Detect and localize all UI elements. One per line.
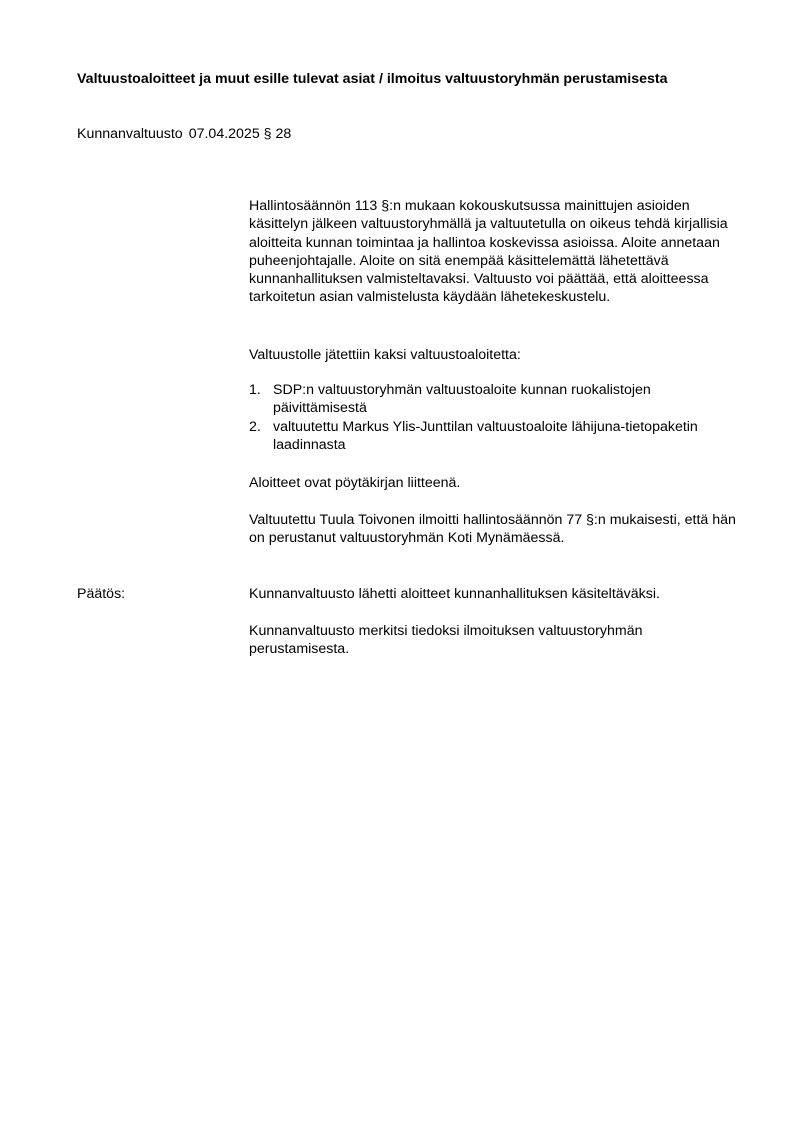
group-notice-paragraph: Valtuutettu Tuula Toivonen ilmoitti hallintosäännön 77 §:n mukaisesti, että hän on perustanut valtuustoryhmän Koti Mynämäessä.: [249, 512, 736, 547]
document-title: Valtuustoaloitteet ja muut esille tulevat asiat / ilmoitus valtuustoryhmän perustamisesta: [77, 71, 668, 87]
list-item-number: 1.: [249, 382, 261, 398]
list-item-number: 2.: [249, 418, 261, 435]
list-item: [249, 381, 719, 418]
decision-text-1: Kunnanvaltuusto lähetti aloitteet kunnanhallituksen käsiteltäväksi.: [249, 586, 660, 602]
list-item-text: SDP:n valtuustoryhmän valtuustoaloite kunnan ruokalistojen päivittämisestä: [273, 382, 651, 417]
intro-paragraph: Hallintosäännön 113 §:n mukaan kokouskutsussa mainittujen asioiden käsittelyn jälkeen valtuustoryhmällä ja valtuutetulla on oikeus tehdä kirjallisia aloitteita kunnan toimintaa ja hallintoa koskevissa asioissa. Aloite annetaan puheenjohtajalle. Aloite on sitä enempää käsittelemättä lähetettävä kunnanhallituksen valmisteltavaksi. Valtuusto voi päättää, että aloitteessa tarkoitetun asian valmistelusta käydään lähetekeskustelu.: [249, 198, 728, 306]
decision-text-2: Kunnanvaltuusto merkitsi tiedoksi ilmoituksen valtuustoryhmän perustamisesta.: [249, 623, 643, 658]
submitted-paragraph: Valtuustolle jätettiin kaksi valtuustoaloitetta:: [249, 347, 521, 363]
list-item: [249, 418, 719, 455]
meeting-info: [77, 125, 291, 143]
meeting-reference: 07.04.2025 § 28: [188, 126, 292, 142]
meeting-body: Kunnanvaltuusto: [77, 126, 183, 142]
decision-label: Päätös:: [77, 586, 126, 602]
attachments-paragraph: Aloitteet ovat pöytäkirjan liitteenä.: [249, 475, 461, 491]
initiatives-list: [249, 381, 719, 454]
list-item-text: valtuutettu Markus Ylis-Junttilan valtuustoaloite lähijuna-tietopaketin laadinnasta: [273, 418, 698, 453]
